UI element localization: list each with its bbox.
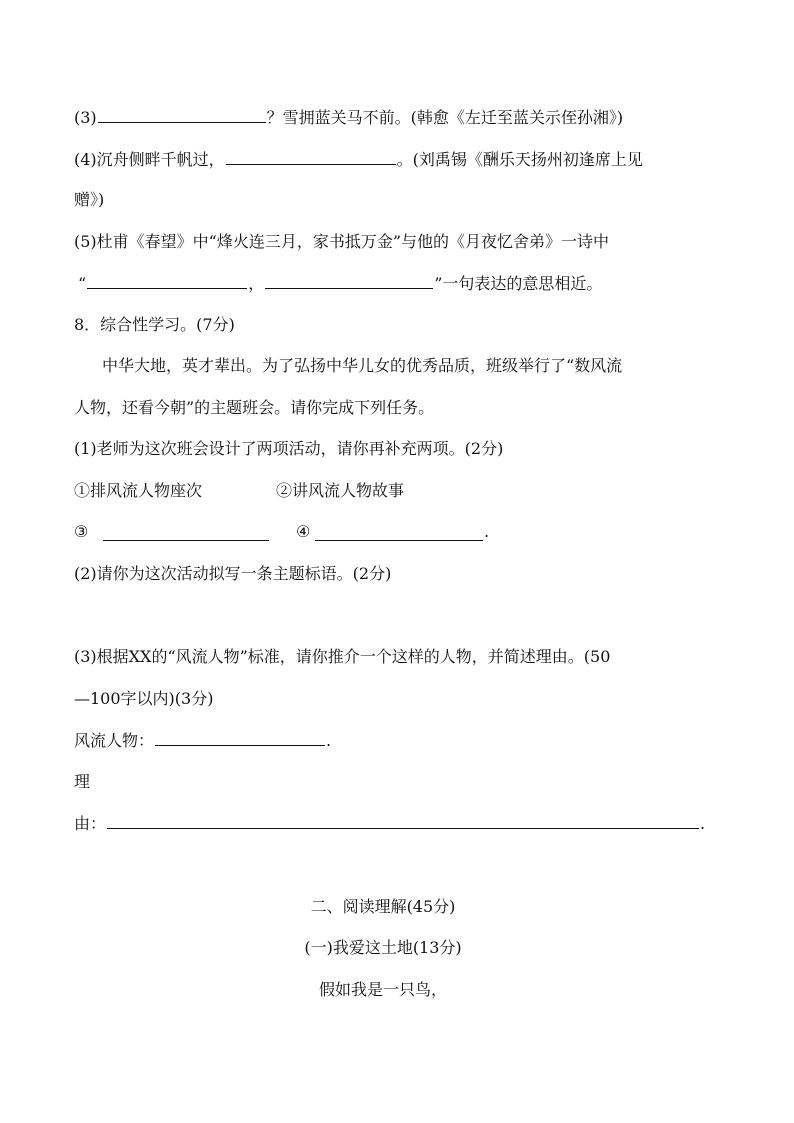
q7-item5-after: ”一句表达的意思相近。 xyxy=(434,274,603,293)
q7-item4-blank[interactable] xyxy=(226,148,396,165)
q7-item5-blank-2[interactable] xyxy=(265,272,433,289)
section2-title: 二、阅读理解(45分) xyxy=(310,897,456,916)
section2-poem-line1: 假如我是一只鸟， xyxy=(318,980,447,999)
q8-part1-blank4[interactable] xyxy=(315,524,483,541)
section2-subtitle: (一)我爱这土地(13分) xyxy=(304,938,462,957)
q8-part3-person-blank[interactable] xyxy=(155,729,325,746)
q8-part3-reason-label-1: 理 xyxy=(74,772,91,791)
q8-part1-end-period: . xyxy=(484,522,490,541)
q7-item3 xyxy=(74,106,623,128)
q8-part1-marker4: ④ xyxy=(296,522,311,541)
q8-part3-reason xyxy=(74,812,705,834)
q8-intro-line1: 中华大地，英才辈出。为了弘扬中华儿女的优秀品质，班级举行了“数风流 xyxy=(102,356,623,375)
q8-intro-line2: 人物，还看今朝”的主题班会。请你完成下列任务。 xyxy=(74,398,435,417)
q8-part1-blank3[interactable] xyxy=(103,524,269,541)
q8-part3-reason-end: . xyxy=(700,814,706,833)
q8-part1-question: (1)老师为这次班会设计了两项活动，请你再补充两项。(2分) xyxy=(74,439,504,458)
q8-part2-question: (2)请你为这次活动拟写一条主题标语。(2分) xyxy=(74,564,392,583)
q7-item3-blank[interactable] xyxy=(98,106,266,123)
q8-part3-question-line1: (3)根据XX的“风流人物”标准，请你推介一个这样的人物，并简述理由。(50 xyxy=(74,647,611,666)
q7-item4-before: (4)沉舟侧畔千帆过， xyxy=(74,150,225,169)
q8-part3-person-label: 风流人物： xyxy=(74,731,155,750)
q7-item4 xyxy=(74,148,643,170)
q7-item4-after: 。(刘禹锡《酬乐天扬州初逢席上见 xyxy=(396,150,643,169)
q8-heading: 8．综合性学习。(7分) xyxy=(74,315,235,334)
q7-item5-open-quote: “ xyxy=(78,274,87,293)
q7-item5-answer xyxy=(78,272,602,294)
q8-part3-reason-blank[interactable] xyxy=(107,812,699,829)
q8-part1-marker3: ③ xyxy=(74,522,89,541)
q8-part3-question-line2: —100字以内)(3分) xyxy=(74,689,214,708)
q8-part1-activity2: ②讲风流人物故事 xyxy=(276,481,405,500)
q7-item5-blank-1[interactable] xyxy=(87,272,247,289)
q7-item5-text: (5)杜甫《春望》中“烽火连三月，家书抵万金”与他的《月夜忆舍弟》一诗中 xyxy=(74,232,610,251)
q8-part3-person xyxy=(74,729,331,751)
q8-part1-activity1: ①排风流人物座次 xyxy=(74,481,203,500)
q7-item5-comma: ， xyxy=(248,274,265,293)
q8-part3-person-end: . xyxy=(326,731,332,750)
q7-item4-continuation: 赠》) xyxy=(74,190,105,209)
q7-item3-number: (3) xyxy=(74,108,97,127)
q7-item3-after: ？雪拥蓝关马不前。(韩愈《左迁至蓝关示侄孙湘》) xyxy=(266,108,624,127)
q8-part3-reason-label-2: 由： xyxy=(74,814,107,833)
